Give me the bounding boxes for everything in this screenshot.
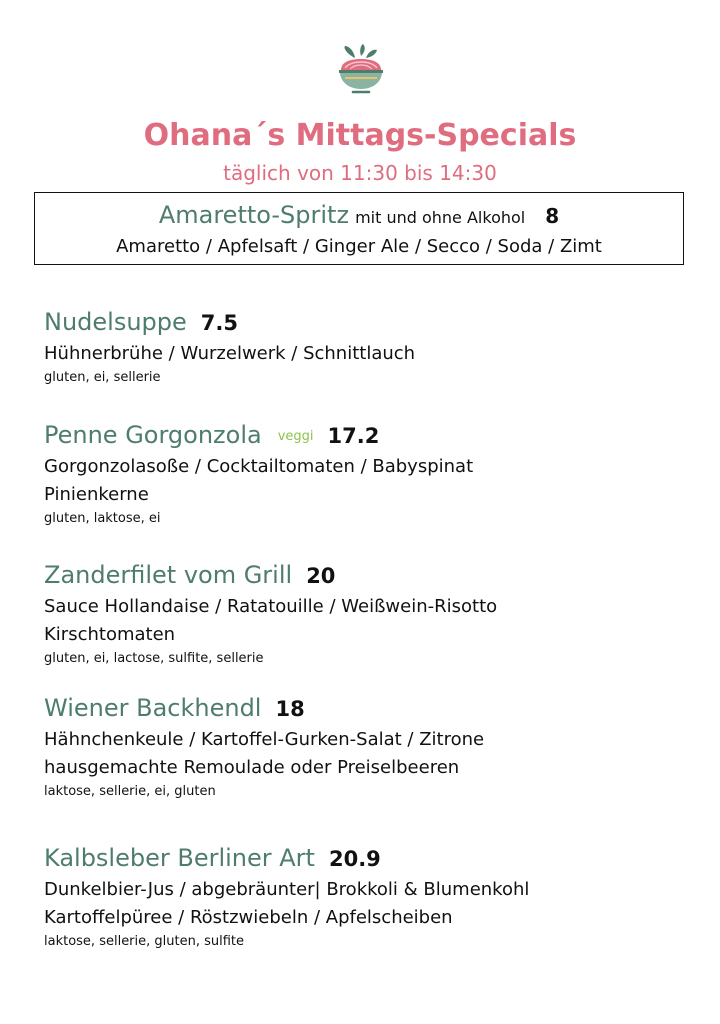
dish-price: 20 xyxy=(306,564,336,588)
dish-description xyxy=(44,876,704,932)
drink-note: mit und ohne Alkohol xyxy=(355,208,526,227)
page-title: Ohana´s Mittags-Specials xyxy=(143,118,577,153)
dish-name: Zanderfilet vom Grill xyxy=(44,561,293,589)
drink-special-header xyxy=(35,201,683,229)
menu-item-header xyxy=(44,694,704,722)
menu-item-header xyxy=(44,844,704,872)
menu-item xyxy=(44,421,704,526)
menu-item xyxy=(44,694,704,799)
description-line: Kirschtomaten xyxy=(44,624,176,645)
menu-item-header xyxy=(44,308,704,336)
dish-description xyxy=(44,593,704,649)
dish-name: Kalbsleber Berliner Art xyxy=(44,844,315,872)
description-line: Hühnerbrühe / Wurzelwerk / Schnittlauch xyxy=(44,343,416,364)
allergen-info: gluten, ei, sellerie xyxy=(44,370,161,385)
allergen-info: laktose, sellerie, ei, gluten xyxy=(44,784,216,799)
description-line: Hähnchenkeule / Kartoffel-Gurken-Salat / Zitrone xyxy=(44,729,485,750)
opening-hours: täglich von 11:30 bis 14:30 xyxy=(223,161,497,185)
description-line: Dunkelbier-Jus / abgebräunter| Brokkoli & Blumenkohl xyxy=(44,879,530,900)
dish-name: Penne Gorgonzola xyxy=(44,421,262,449)
description-line: Gorgonzolasoße / Cocktailtomaten / Babyspinat xyxy=(44,456,474,477)
menu-item xyxy=(44,844,704,949)
description-line: Sauce Hollandaise / Ratatouille / Weißwein-Risotto xyxy=(44,596,498,617)
description-line: Kartoffelpüree / Röstzwiebeln / Apfelscheiben xyxy=(44,907,453,928)
dish-price: 18 xyxy=(275,697,305,721)
dish-description xyxy=(44,453,704,509)
drink-name: Amaretto-Spritz xyxy=(158,201,350,229)
allergen-info: laktose, sellerie, gluten, sulfite xyxy=(44,934,245,949)
allergen-info: gluten, laktose, ei xyxy=(44,511,161,526)
menu-item-header xyxy=(44,561,704,589)
dish-price: 17.2 xyxy=(327,424,380,448)
dish-description xyxy=(44,726,704,782)
dish-price: 20.9 xyxy=(328,847,381,871)
drink-ingredients: Amaretto / Apfelsaft / Ginger Ale / Secco / Soda / Zimt xyxy=(116,236,602,257)
dish-description xyxy=(44,340,704,368)
drink-price: 8 xyxy=(545,204,560,228)
bowl-logo-icon xyxy=(335,44,387,98)
menu-item-header xyxy=(44,421,704,449)
allergen-info: gluten, ei, lactose, sulfite, sellerie xyxy=(44,651,264,666)
description-line: hausgemachte Remoulade oder Preiselbeeren xyxy=(44,757,460,778)
dish-name: Nudelsuppe xyxy=(44,308,187,336)
menu-item xyxy=(44,561,704,666)
menu-item xyxy=(44,308,704,385)
dish-name: Wiener Backhendl xyxy=(44,694,262,722)
dish-price: 7.5 xyxy=(200,311,238,335)
veggie-badge: veggi xyxy=(277,429,314,444)
description-line: Pinienkerne xyxy=(44,484,149,505)
drink-special-box xyxy=(34,192,684,265)
